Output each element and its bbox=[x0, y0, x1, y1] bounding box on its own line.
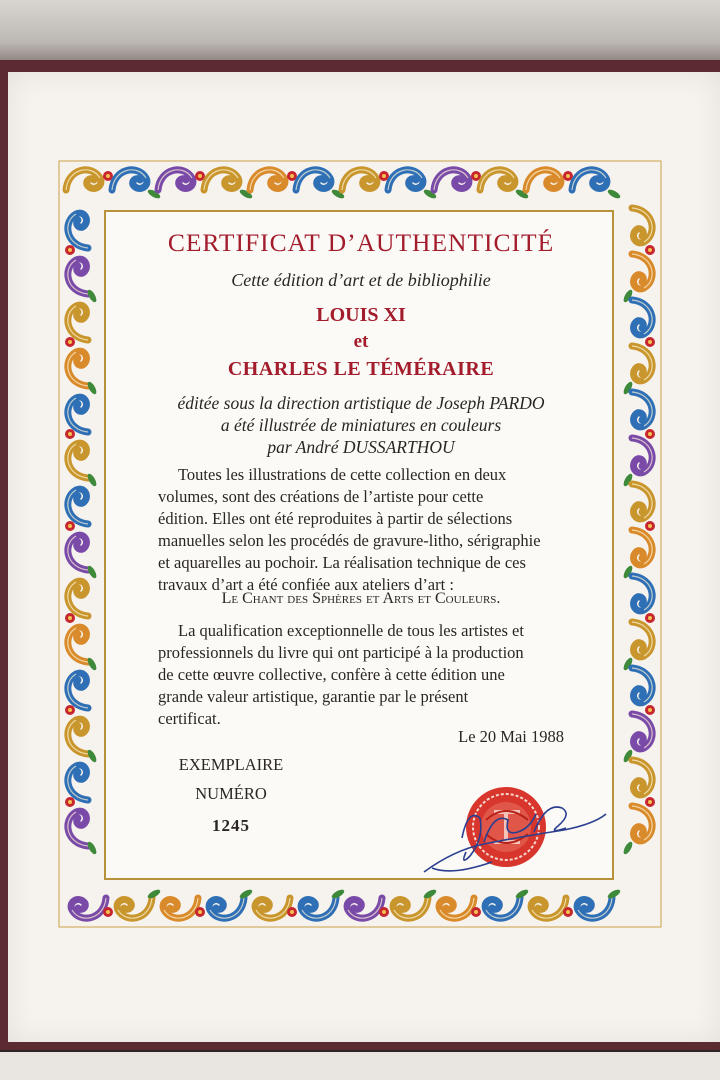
certificate-date: Le 20 Mai 1988 bbox=[458, 727, 564, 746]
work-conjunction: et bbox=[353, 331, 369, 352]
credit-line: a été illustrée de miniatures en couleurs bbox=[220, 415, 502, 435]
illuminated-frame bbox=[56, 158, 664, 930]
paragraph-line: et aquarelles au pochoir. La réalisation technique de ces bbox=[158, 553, 526, 572]
copy-number: 1245 bbox=[212, 816, 250, 835]
credit-line: par André DUSSARTHOU bbox=[267, 437, 455, 457]
red-seal-icon bbox=[466, 787, 546, 867]
credit-line: éditée sous la direction artistique de Joseph PARDO bbox=[177, 393, 545, 413]
paragraph-line: grande valeur artistique, garantie par le présent bbox=[158, 687, 469, 706]
wax-seal-and-signature bbox=[414, 772, 614, 882]
certificate-subtitle: Cette édition d’art et de bibliophilie bbox=[231, 270, 491, 290]
paragraph-line: professionnels du livre qui ont participé à la production bbox=[158, 643, 524, 662]
paragraph-line: Toutes les illustrations de cette collection en deux bbox=[178, 465, 507, 484]
work-title-1: LOUIS XI bbox=[316, 304, 406, 326]
certificate-title: CERTIFICAT D’AUTHENTICITÉ bbox=[167, 228, 555, 257]
background-bottom bbox=[0, 1052, 720, 1080]
paragraph-illustrations bbox=[158, 464, 568, 596]
paragraph-line: certificat. bbox=[158, 709, 221, 728]
paragraph-line: volumes, sont des créations de l’artiste pour cette bbox=[158, 487, 484, 506]
ateliers-names: Le Chant des Sphères et Arts et Couleurs. bbox=[221, 590, 501, 607]
copy-label: EXEMPLAIRE bbox=[178, 755, 284, 774]
paragraph-line: La qualification exceptionnelle de tous les artistes et bbox=[178, 621, 524, 640]
certificate-text-panel bbox=[104, 210, 614, 880]
paragraph-qualification bbox=[158, 620, 568, 730]
paragraph-line: manuelles selon les procédés de gravure-litho, sérigraphie bbox=[158, 531, 541, 550]
paragraph-line: travaux d’art a été confiée aux ateliers d’art : bbox=[158, 575, 454, 594]
copy-label: NUMÉRO bbox=[195, 784, 267, 803]
paragraph-line: de cette œuvre collective, confère à cette édition une bbox=[158, 665, 505, 684]
paragraph-line: édition. Elles ont été reproduites à partir de sélections bbox=[158, 509, 513, 528]
work-title-2: CHARLES LE TÉMÉRAIRE bbox=[227, 358, 495, 380]
